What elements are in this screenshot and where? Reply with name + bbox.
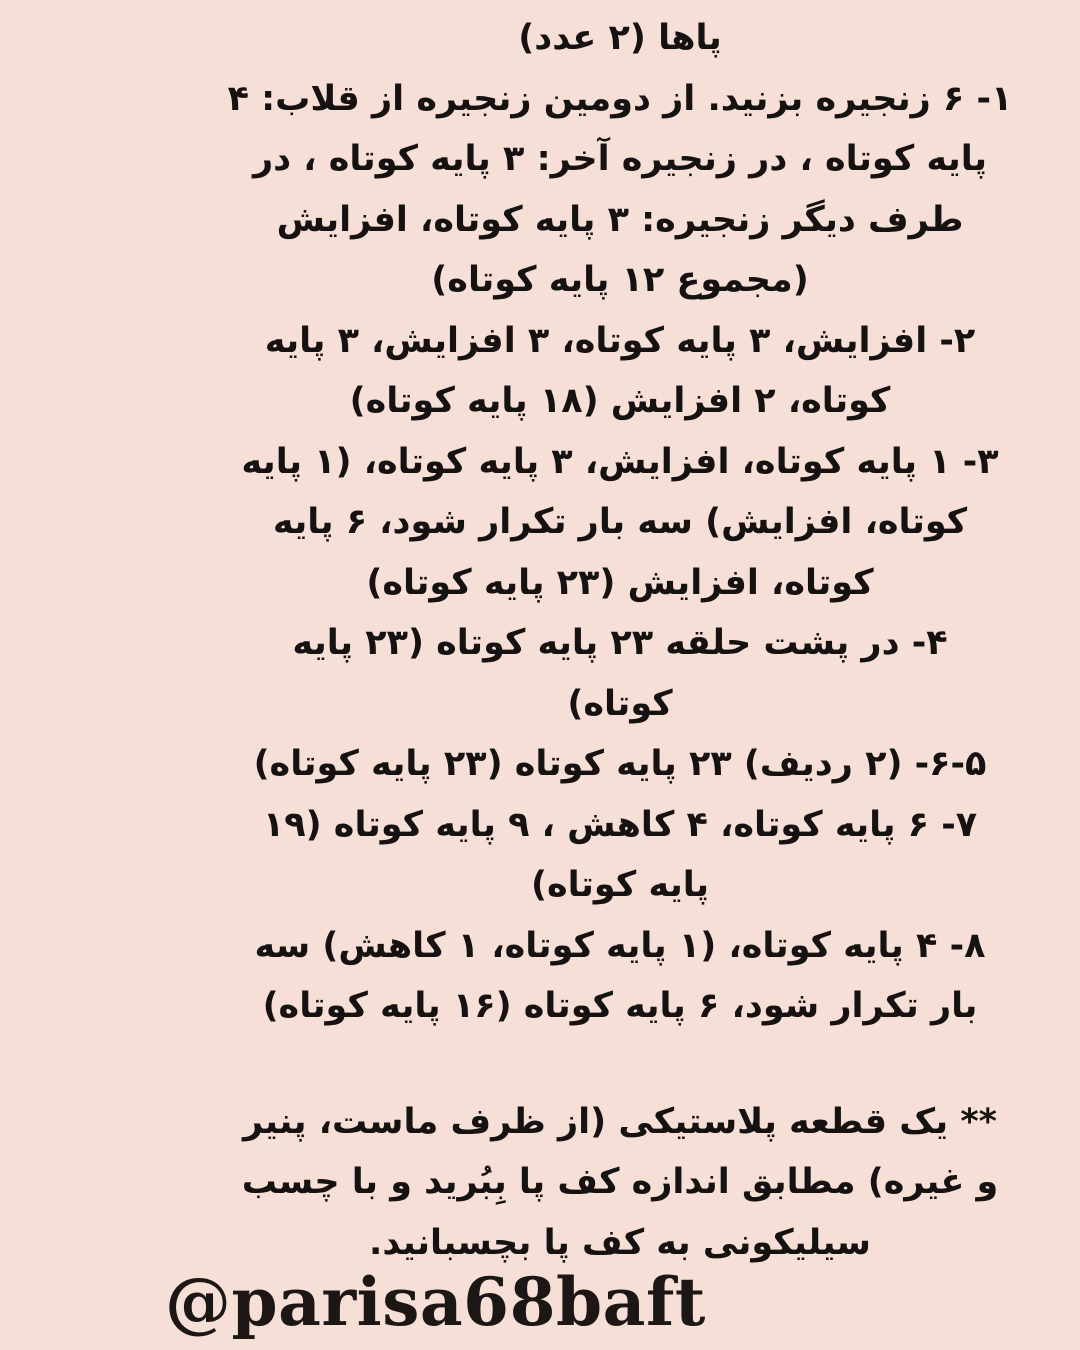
watermark-handle: @parisa68baft: [165, 1263, 706, 1341]
note-line-3: سیلیکونی به کف پا بچسبانید.: [369, 1222, 871, 1263]
row-7: [180, 795, 1060, 916]
note-line-1: ** یک قطعه پلاستیکی (از ظرف ماست، پنیر: [243, 1101, 997, 1142]
row-2-line-1: ۲- افزایش، ۳ پایه کوتاه، ۳ افزایش، ۳ پایه: [264, 320, 976, 361]
note-line-2: و غیره) مطابق اندازه کف پا بِبُرید و با چسب: [241, 1162, 999, 1202]
row-1-line-1: ۱- ۶ زنجیره بزنید. از دومین زنجیره از قلاب: ۴: [227, 78, 1013, 119]
pattern-text: [180, 8, 1060, 1273]
row-7-line-1: ۷- ۶ پایه کوتاه، ۴ کاهش ، ۹ پایه کوتاه (۱۹: [262, 804, 978, 845]
row-7-line-2: پایه کوتاه): [530, 865, 710, 905]
row-3: [180, 432, 1060, 614]
row-4-line-2: کوتاه): [567, 683, 673, 724]
row-1-line-2: پایه کوتاه ، در زنجیره آخر: ۳ پایه کوتاه ، در: [252, 139, 988, 179]
section-title: پاها (۲ عدد): [518, 18, 722, 58]
row-8: [180, 916, 1060, 1037]
row-2: [180, 311, 1060, 432]
row-1-line-3: طرف دیگر زنجیره: ۳ پایه کوتاه، افزایش: [276, 199, 964, 240]
row-5-6-line-1: ۶-۵- (۲ ردیف) ۲۳ پایه کوتاه (۲۳ پایه کوتاه): [253, 744, 987, 784]
row-4-line-1: ۴- در پشت حلقه ۲۳ پایه کوتاه (۲۳ پایه: [292, 623, 948, 663]
row-8-line-1: ۸- ۴ پایه کوتاه، (۱ پایه کوتاه، ۱ کاهش) سه: [254, 925, 986, 966]
row-1: [180, 69, 1060, 311]
row-3-line-3: کوتاه، افزایش (۲۳ پایه کوتاه): [366, 562, 874, 603]
row-1-line-4: (مجموع ۱۲ پایه کوتاه): [431, 260, 809, 300]
row-2-line-2: کوتاه، ۲ افزایش (۱۸ پایه کوتاه): [349, 381, 891, 421]
row-4: [180, 613, 1060, 734]
note: [180, 1092, 1060, 1274]
spacer: [180, 1037, 1060, 1092]
row-3-line-2: کوتاه، افزایش) سه بار تکرار شود، ۶ پایه: [272, 502, 968, 542]
row-3-line-1: ۳- ۱ پایه کوتاه، افزایش، ۳ پایه کوتاه، (۱ پایه: [241, 441, 999, 482]
row-5-6: [180, 734, 1060, 795]
row-8-line-2: بار تکرار شود، ۶ پایه کوتاه (۱۶ پایه کوتاه): [262, 986, 978, 1026]
